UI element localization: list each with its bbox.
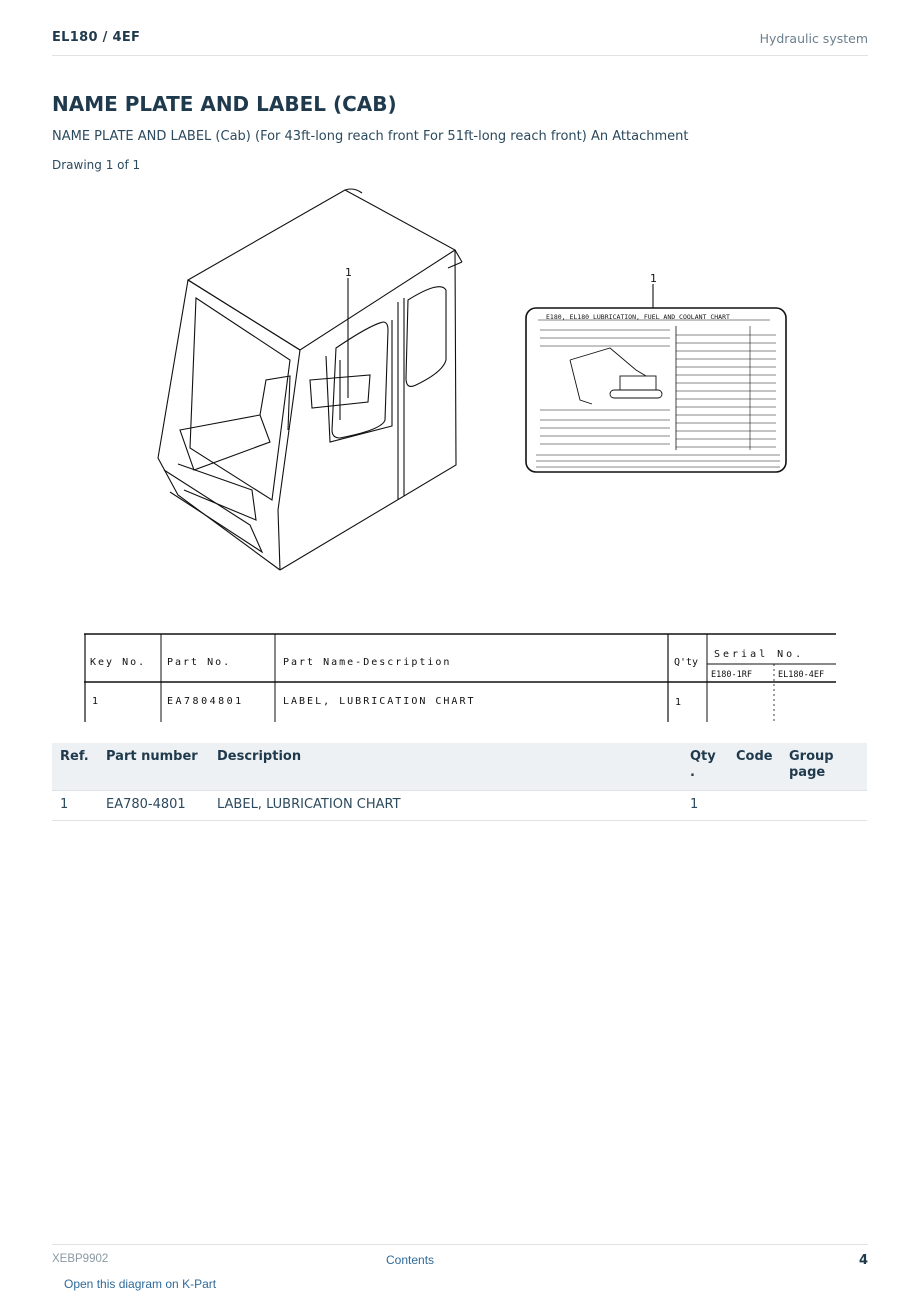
cab-drawing	[158, 189, 462, 570]
cell-group-page	[781, 791, 867, 821]
parts-table	[52, 743, 867, 821]
callout-cab: 1	[345, 266, 352, 279]
scan-row-qty: 1	[675, 697, 682, 708]
col-part-number: Part number	[98, 743, 209, 791]
scan-header-serial: Serial No.	[714, 649, 805, 660]
scan-header-qty: Q'ty	[674, 657, 699, 668]
scan-header-key: Key No.	[90, 657, 147, 668]
cell-part-number[interactable]: EA780-4801	[98, 791, 209, 821]
cell-description: LABEL, LUBRICATION CHART	[209, 791, 682, 821]
col-ref: Ref.	[52, 743, 98, 791]
scan-header-serial-a: E180-1RF	[711, 670, 752, 680]
cell-ref: 1	[52, 791, 98, 821]
scan-row-part: EA7804801	[167, 696, 244, 707]
col-group-page: Group page	[781, 743, 867, 791]
open-on-kpart-link[interactable]: Open this diagram on K-Part	[64, 1277, 217, 1291]
model-label: EL180 / 4EF	[52, 30, 141, 45]
page-subtitle: NAME PLATE AND LABEL (Cab) (For 43ft-long reach front For 51ft-long reach front) An Attachment	[52, 129, 689, 144]
table-row	[52, 791, 867, 821]
parts-table-header	[52, 743, 867, 791]
cell-qty: 1	[682, 791, 728, 821]
scan-row-name: LABEL, LUBRICATION CHART	[283, 696, 476, 707]
section-label: Hydraulic system	[759, 31, 868, 46]
scanned-parts-table	[84, 630, 836, 724]
scan-header-serial-b: EL180-4EF	[778, 670, 825, 680]
parts-diagram	[140, 180, 820, 590]
col-code: Code	[728, 743, 781, 791]
document-code: XEBP9902	[52, 1253, 109, 1265]
cell-code	[728, 791, 781, 821]
page-title: NAME PLATE AND LABEL (CAB)	[52, 92, 397, 116]
label-heading: E180, EL180 LUBRICATION, FUEL AND COOLANT CHART	[546, 313, 730, 321]
scan-header-part: Part No.	[167, 657, 232, 668]
contents-link[interactable]: Contents	[386, 1253, 435, 1267]
callout-label: 1	[650, 272, 657, 285]
drawing-count: Drawing 1 of 1	[52, 158, 141, 172]
page-header	[52, 28, 868, 56]
scan-header-name: Part Name-Description	[283, 657, 452, 668]
col-qty: Qty .	[682, 743, 728, 791]
page-number: 4	[858, 1253, 868, 1268]
scan-row-key: 1	[92, 696, 99, 707]
col-description: Description	[209, 743, 682, 791]
footer-divider	[52, 1244, 868, 1245]
